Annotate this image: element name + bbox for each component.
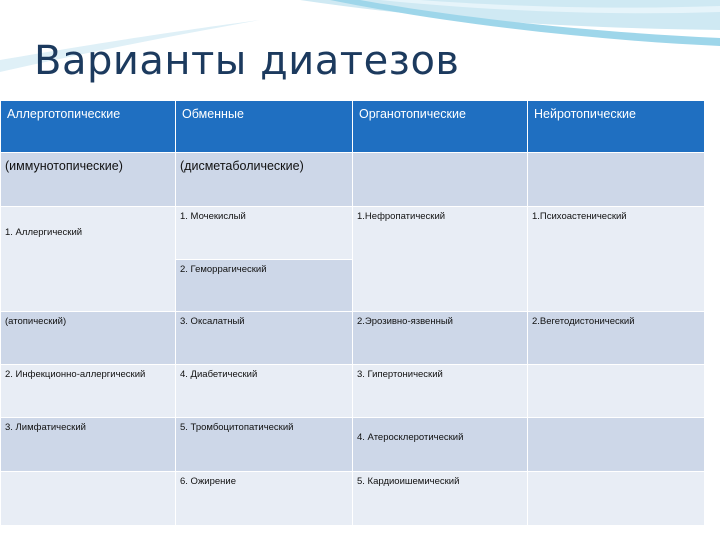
table-row	[1, 418, 705, 472]
cell-text: 3. Гипертонический	[357, 369, 443, 380]
table-cell	[1, 312, 176, 365]
table-cell	[1, 418, 176, 472]
cell-text: 1.Психоастенический	[532, 211, 627, 222]
cell-text	[528, 418, 704, 422]
cell-text	[528, 472, 704, 476]
table-cell	[1, 153, 176, 207]
header-metabolic: Обменные	[176, 101, 353, 153]
cell-text: 4. Диабетический	[180, 369, 258, 380]
table-row	[1, 472, 705, 526]
cell-text: 1. Мочекислый	[180, 211, 246, 222]
cell-text: 2. Геморрагический	[180, 264, 267, 275]
table-cell	[528, 418, 705, 472]
cell-text	[1, 472, 175, 476]
diathesis-table	[0, 100, 705, 526]
table-cell	[176, 260, 353, 312]
table-cell	[353, 365, 528, 418]
header-neurotopic: Нейротопические	[528, 101, 705, 153]
table-row	[1, 312, 705, 365]
cell-text: (дисметаболические)	[180, 159, 304, 173]
cell-text: 2.Вегетодистонический	[532, 316, 635, 327]
cell-text: 3. Оксалатный	[180, 316, 245, 327]
table-cell	[353, 312, 528, 365]
cell-text: 2.Эрозивно-язвенный	[357, 316, 453, 327]
cell-text: 5. Тромбоцитопатический	[180, 422, 294, 433]
cell-text: (иммунотопические)	[5, 159, 123, 173]
table-cell	[176, 418, 353, 472]
table-cell	[176, 365, 353, 418]
table-cell	[528, 207, 705, 312]
table-cell	[353, 472, 528, 526]
cell-text: 3. Лимфатический	[5, 422, 86, 433]
header-allergotopic: Аллерготопические	[1, 101, 176, 153]
header-organotopic: Органотопические	[353, 101, 528, 153]
table-cell	[176, 472, 353, 526]
table-cell	[528, 312, 705, 365]
cell-text	[353, 153, 527, 159]
cell-text: 5. Кардиоишемический	[357, 476, 460, 487]
table-cell	[1, 207, 176, 312]
table-cell	[353, 153, 528, 207]
table-row	[1, 153, 705, 207]
table-cell	[176, 312, 353, 365]
cell-text: 2. Инфекционно-аллергический	[5, 369, 146, 380]
table-cell	[1, 365, 176, 418]
table-cell	[1, 472, 176, 526]
table-cell	[176, 207, 353, 260]
table-cell	[528, 365, 705, 418]
cell-text: 1. Аллергический	[5, 227, 83, 238]
cell-text	[528, 365, 704, 369]
table-cell	[528, 472, 705, 526]
table-cell	[528, 153, 705, 207]
table-cell	[176, 153, 353, 207]
cell-text: 4. Атеросклеротический	[357, 432, 464, 443]
table-row	[1, 207, 705, 260]
cell-text: 6. Ожирение	[180, 476, 237, 487]
page-title: Варианты диатезов	[34, 38, 460, 84]
table-header-row	[1, 101, 705, 153]
table-row	[1, 365, 705, 418]
cell-text: 1.Нефропатический	[357, 211, 446, 222]
cell-text	[528, 153, 704, 159]
table-cell	[353, 418, 528, 472]
table-cell	[353, 207, 528, 312]
cell-text: (атопический)	[5, 316, 67, 327]
